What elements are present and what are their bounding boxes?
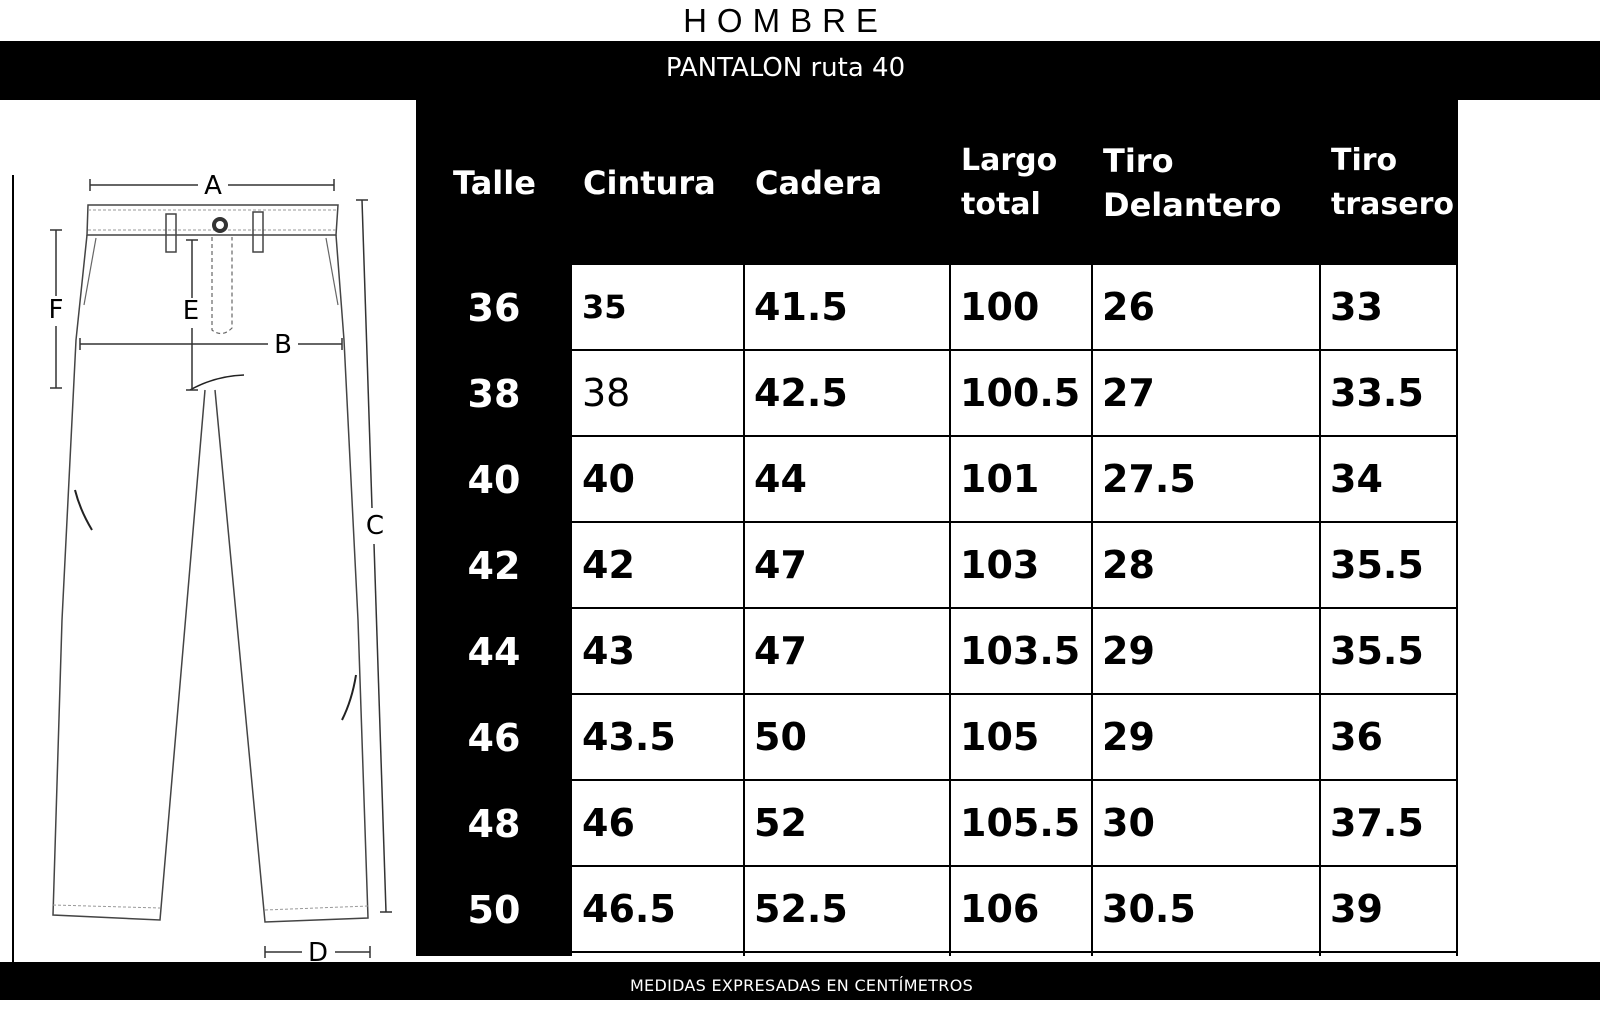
label-a: A (204, 171, 222, 201)
label-c: C (365, 511, 385, 541)
label-e: E (182, 296, 200, 326)
cell-tiro-trasero: 33.5 (1330, 371, 1424, 415)
cell-cintura: 40 (582, 457, 635, 501)
cell-tiro-trasero: 39 (1330, 887, 1383, 931)
cell-cintura: 38 (582, 371, 631, 415)
measurements-grid (572, 265, 1458, 956)
header-largo-total: Largo total (961, 142, 1058, 222)
talle-cell: 50 (467, 888, 521, 932)
grid-divider (1319, 265, 1321, 956)
trouser-diagram (0, 100, 416, 962)
cell-tiro-delantero: 27.5 (1102, 457, 1196, 501)
grid-divider (949, 265, 951, 956)
table-row (572, 351, 1458, 437)
cell-largo-total: 103 (960, 543, 1040, 587)
cell-largo-total: 103.5 (960, 629, 1081, 673)
product-subtitle: PANTALON ruta 40 (665, 53, 906, 83)
header-cadera: Cadera (755, 163, 883, 202)
cell-cintura: 35 (582, 288, 627, 326)
page-title: HOMBRE (683, 2, 888, 39)
cell-cintura: 43.5 (582, 715, 676, 759)
talle-cell: 42 (467, 544, 521, 588)
talle-cell: 38 (467, 372, 521, 416)
cell-tiro-delantero: 30 (1102, 801, 1155, 845)
cell-cintura: 43 (582, 629, 635, 673)
header-band (0, 41, 1600, 100)
size-table (416, 100, 1458, 956)
label-f: F (48, 295, 64, 325)
cell-largo-total: 100.5 (960, 371, 1081, 415)
label-b: B (274, 330, 292, 360)
grid-divider (743, 265, 745, 956)
label-d: D (307, 938, 329, 962)
table-row (572, 781, 1458, 867)
cell-largo-total: 105 (960, 715, 1040, 759)
cell-largo-total: 100 (960, 285, 1040, 329)
cell-tiro-delantero: 30.5 (1102, 887, 1196, 931)
trouser-illustration (0, 100, 416, 962)
cell-cadera: 41.5 (754, 285, 848, 329)
header-tiro-trasero: Tiro trasero (1331, 142, 1454, 222)
cell-tiro-trasero: 36 (1330, 715, 1383, 759)
cell-cadera: 47 (754, 543, 807, 587)
cell-tiro-delantero: 29 (1102, 629, 1155, 673)
cell-tiro-delantero: 28 (1102, 543, 1155, 587)
talle-cell: 46 (467, 716, 521, 760)
cell-largo-total: 106 (960, 887, 1040, 931)
cell-tiro-trasero: 35.5 (1330, 543, 1424, 587)
cell-cadera: 52.5 (754, 887, 848, 931)
grid-divider (1091, 265, 1093, 956)
cell-tiro-delantero: 27 (1102, 371, 1155, 415)
cell-cintura: 46 (582, 801, 635, 845)
header-talle: Talle (453, 163, 536, 202)
table-row (572, 695, 1458, 781)
talle-cell: 44 (467, 630, 521, 674)
talle-cell: 40 (467, 458, 521, 502)
table-row (572, 523, 1458, 609)
header-cintura: Cintura (583, 163, 716, 202)
cell-largo-total: 105.5 (960, 801, 1081, 845)
cell-tiro-trasero: 35.5 (1330, 629, 1424, 673)
cell-cintura: 46.5 (582, 887, 676, 931)
talle-cell: 48 (467, 802, 521, 846)
cell-tiro-trasero: 34 (1330, 457, 1383, 501)
cell-tiro-delantero: 29 (1102, 715, 1155, 759)
table-row (572, 265, 1458, 351)
cell-cintura: 42 (582, 543, 635, 587)
footer-band (0, 962, 1600, 1000)
cell-cadera: 50 (754, 715, 807, 759)
cell-largo-total: 101 (960, 457, 1040, 501)
table-row (572, 609, 1458, 695)
table-row (572, 437, 1458, 523)
cell-tiro-trasero: 37.5 (1330, 801, 1424, 845)
cell-cadera: 42.5 (754, 371, 848, 415)
header-tiro-delantero: Tiro Delantero (1103, 141, 1282, 224)
cell-tiro-trasero: 33 (1330, 285, 1383, 329)
talle-cell: 36 (467, 286, 521, 330)
right-margin (1458, 100, 1600, 962)
table-row (572, 867, 1458, 953)
cell-cadera: 52 (754, 801, 807, 845)
footer-note: MEDIDAS EXPRESADAS EN CENTÍMETROS (629, 976, 974, 995)
cell-cadera: 44 (754, 457, 807, 501)
cell-cadera: 47 (754, 629, 807, 673)
cell-tiro-delantero: 26 (1102, 285, 1155, 329)
